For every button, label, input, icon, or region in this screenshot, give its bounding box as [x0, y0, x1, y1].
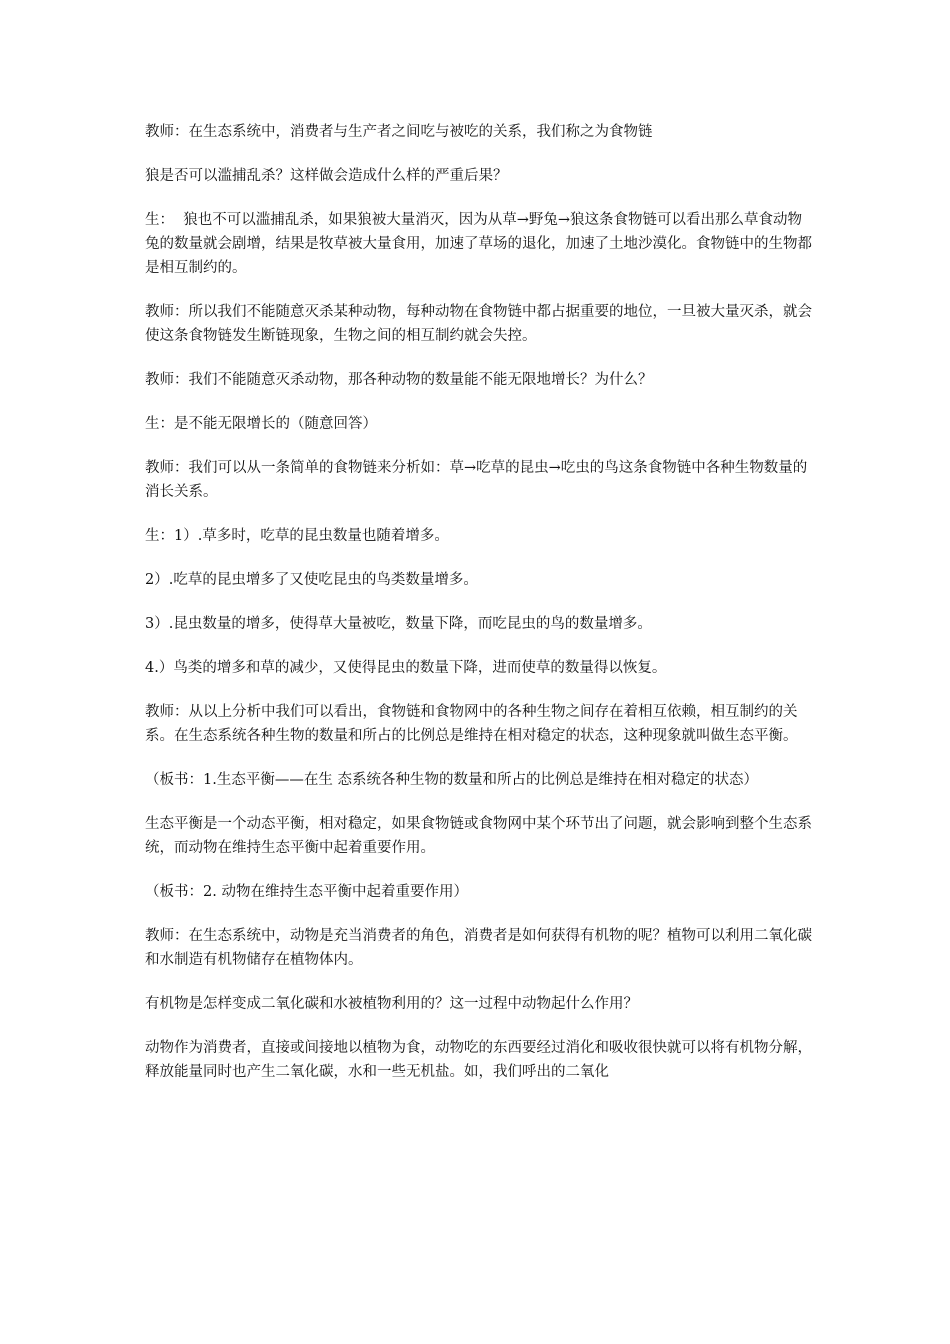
paragraph-point-4: 4.）鸟类的增多和草的减少，又使得昆虫的数量下降，进而使草的数量得以恢复。	[145, 660, 667, 676]
paragraph-teacher-food-chain: 教师：在生态系统中，消费者与生产者之间吃与被吃的关系，我们称之为食物链	[145, 124, 653, 140]
paragraph-board-note-1: （板书：1.生态平衡——在生 态系统各种生物的数量和所占的比例总是维持在相对稳定的状态）	[145, 772, 758, 788]
paragraph-teacher-consumers: 教师：在生态系统中，动物是充当消费者的角色，消费者是如何获得有机物的呢？植物可以利用二氧化碳和水制造有机物储存在植物体内。	[145, 928, 812, 968]
paragraph-student-wolf-answer: 生： 狼也不可以滥捕乱杀，如果狼被大量消灭，因为从草→野兔→狼这条食物链可以看出那么草食动物兔的数量就会剧增，结果是牧草被大量食用，加速了草场的退化，加速了土地沙漠化。食物链中的生物都是相互制约的。	[145, 212, 812, 276]
paragraph-teacher-ecological-balance: 教师：从以上分析中我们可以看出，食物链和食物网中的各种生物之间存在着相互依赖，相互制约的关系。在生态系统各种生物的数量和所占的比例总是维持在相对稳定的状态，这种现象就叫做生态平衡。	[145, 704, 798, 744]
paragraph-point-1: 生：1）.草多时，吃草的昆虫数量也随着增多。	[145, 528, 449, 544]
paragraph-teacher-no-random-killing: 教师：所以我们不能随意灭杀某种动物，每种动物在食物链中都占据重要的地位，一旦被大量灭杀，就会使这条食物链发生断链现象，生物之间的相互制约就会失控。	[145, 304, 812, 344]
paragraph-teacher-simple-chain: 教师：我们可以从一条简单的食物链来分析如：草→吃草的昆虫→吃虫的鸟这条食物链中各种生物数量的消长关系。	[145, 460, 808, 500]
paragraph-student-answer: 生：是不能无限增长的（随意回答）	[145, 416, 377, 432]
paragraph-teacher-unlimited-growth-question: 教师：我们不能随意灭杀动物，那各种动物的数量能不能无限地增长？为什么？	[145, 372, 653, 388]
paragraph-organic-matter-question: 有机物是怎样变成二氧化碳和水被植物利用的？这一过程中动物起什么作用？	[145, 996, 638, 1012]
paragraph-wolf-question: 狼是否可以滥捕乱杀？这样做会造成什么样的严重后果？	[145, 168, 508, 184]
paragraph-board-note-2: （板书：2. 动物在维持生态平衡中起着重要作用）	[145, 884, 468, 900]
paragraph-point-2: 2）.吃草的昆虫增多了又使吃昆虫的鸟类数量增多。	[145, 572, 478, 588]
paragraph-dynamic-balance: 生态平衡是一个动态平衡，相对稳定，如果食物链或食物网中某个环节出了问题，就会影响到整个生态系统，而动物在维持生态平衡中起着重要作用。	[145, 816, 812, 856]
paragraph-animals-as-consumers: 动物作为消费者，直接或间接地以植物为食，动物吃的东西要经过消化和吸收很快就可以将有机物分解，释放能量同时也产生二氧化碳，水和一些无机盐。如，我们呼出的二氧化	[145, 1040, 812, 1080]
document-page	[145, 120, 813, 1104]
paragraph-point-3: 3）.昆虫数量的增多，使得草大量被吃，数量下降，而吃昆虫的鸟的数量增多。	[145, 616, 652, 632]
